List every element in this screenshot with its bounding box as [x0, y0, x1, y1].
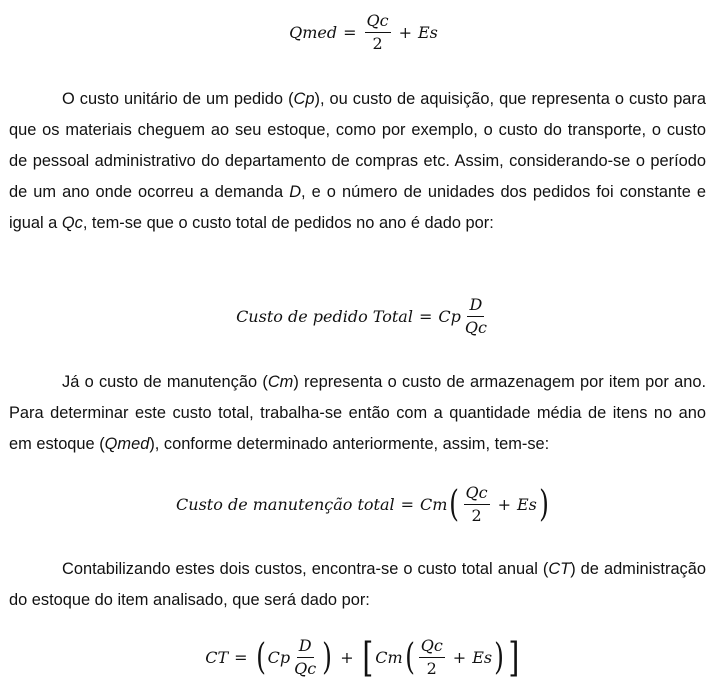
eq2-lhs: Custo de pedido Total	[236, 307, 413, 326]
eq3-denominator: 2	[471, 506, 482, 525]
paragraph-custo-total: Contabilizando estes dois custos, encontra-se o custo total anual (CT) de administração do estoque do item analisado, que será dado por:	[9, 560, 706, 609]
var-qc: Qc	[61, 214, 83, 232]
eq4-left-bracket: [	[361, 634, 373, 681]
equation-ct	[0, 634, 727, 681]
eq1-numerator: Qc	[365, 12, 391, 33]
equation-custo-manutencao-total	[0, 484, 727, 525]
eq4-denominator-2: 2	[426, 659, 437, 678]
eq4-right-bracket: ]	[508, 634, 520, 681]
eq4-equals: =	[234, 648, 248, 667]
eq3-coef: Cm	[420, 495, 448, 514]
eq4-es: Es	[472, 648, 493, 667]
eq2-fraction	[463, 296, 489, 337]
eq4-fraction-2	[419, 637, 445, 678]
eq4-plus-1: +	[340, 648, 354, 667]
eq4-cp: Cp	[267, 648, 291, 667]
eq3-fraction	[464, 484, 490, 525]
eq3-plus: +	[497, 495, 511, 514]
paragraph-custo-manutencao: Já o custo de manutenção (Cm) representa o custo de armazenagem por item por ano. Para determinar este custo total, trabalha-se então com a quantidade média de itens no ano em estoque (Qmed), conforme determinado anteriormente, assim, tem-se:	[9, 373, 707, 453]
var-ct: CT	[548, 560, 571, 578]
eq1-denominator: 2	[372, 34, 383, 53]
eq3-equals: =	[400, 495, 415, 514]
eq4-numerator-2: Qc	[419, 637, 445, 658]
eq3-left-paren: (	[449, 483, 460, 525]
eq2-numerator: D	[467, 296, 484, 317]
eq4-right-paren-2: )	[494, 636, 505, 678]
eq4-left-paren: (	[255, 636, 266, 678]
eq1-plus: +	[398, 23, 412, 42]
var-d: D	[289, 183, 302, 201]
eq4-fraction-1	[292, 637, 318, 678]
equation-custo-pedido-total	[0, 296, 727, 337]
eq2-denominator: Qc	[464, 318, 487, 337]
eq3-numerator: Qc	[464, 484, 490, 505]
eq4-denominator-1: Qc	[294, 659, 317, 678]
eq4-left-paren-2: (	[404, 636, 415, 678]
eq1-term: Es	[418, 23, 438, 42]
eq1-fraction	[365, 12, 391, 53]
eq2-equals: =	[418, 307, 433, 326]
eq4-lhs: CT	[205, 648, 229, 667]
eq3-right-paren: )	[538, 483, 549, 525]
eq1-equals: =	[343, 23, 357, 42]
eq4-plus-2: +	[452, 648, 467, 667]
var-qmed: Qmed	[104, 435, 150, 453]
var-cp: Cp	[293, 90, 315, 108]
var-cm: Cm	[267, 373, 294, 391]
eq1-lhs: Qmed	[289, 23, 338, 42]
paragraph-custo-pedido: O custo unitário de um pedido (Cp), ou custo de aquisição, que representa o custo para que os materiais cheguem ao seu estoque, como por exemplo, o custo do transporte, o custo de pessoal administrativo do departamento de compras etc. Assim, considerando-se o período de um ano onde ocorreu a demanda D, e o número de unidades dos pedidos foi constante e igual a Qc, tem-se que o custo total de pedidos no ano é dado por:	[9, 90, 706, 232]
equation-qmed	[0, 12, 727, 53]
eq3-lhs: Custo de manutenção total	[176, 495, 395, 514]
eq4-numerator-1: D	[297, 637, 314, 658]
eq2-coef: Cp	[438, 307, 461, 326]
eq4-right-paren: )	[322, 636, 333, 678]
eq3-term: Es	[517, 495, 537, 514]
eq4-cm: Cm	[375, 648, 403, 667]
